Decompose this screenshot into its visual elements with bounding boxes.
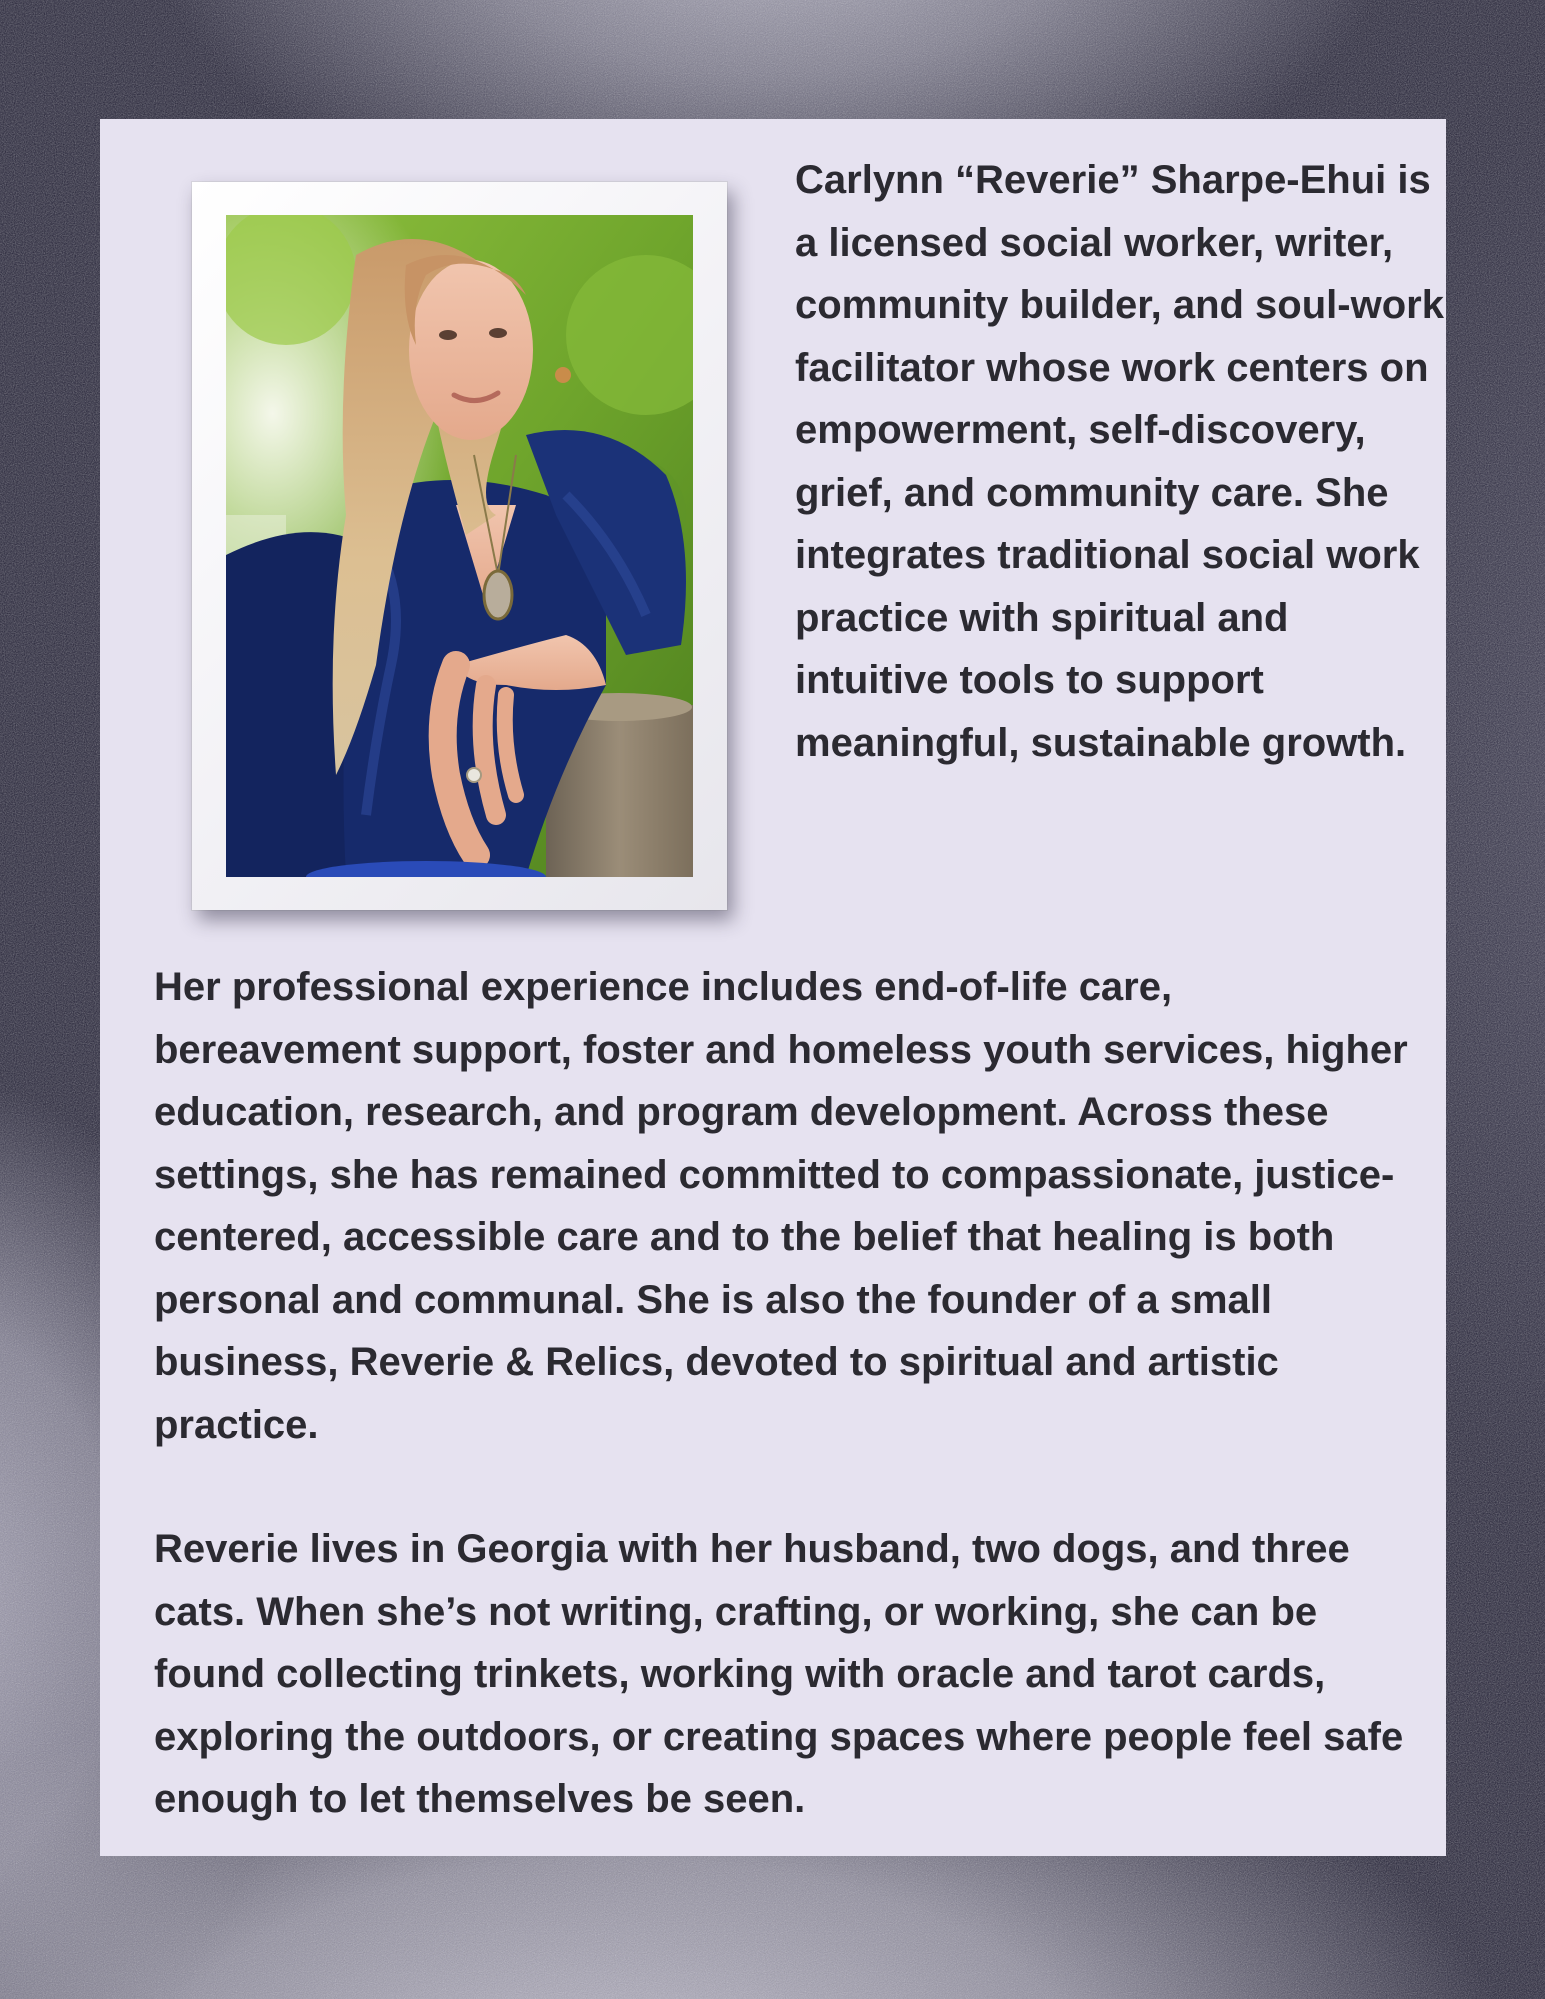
bio-intro-paragraph: Carlynn “Reverie” Sharpe-Ehui is a licensed social worker, writer, community builder, and soul-work facilitator whose work centers on empowerment, self-discovery, grief, and community care. She integrates traditional social work practice with spiritual and intuitive tools to support meaningful, sustainable growth.	[795, 158, 1444, 765]
bio-card	[100, 119, 1446, 1856]
photo-mat	[226, 215, 693, 877]
photo-frame	[192, 182, 727, 910]
bio-personal-paragraph: Reverie lives in Georgia with her husband, two dogs, and three cats. When she’s not writing, crafting, or working, she can be found collecting trinkets, working with oracle and tarot cards, exploring the outdoors, or creating spaces where people feel safe enough to let themselves be seen.	[154, 1527, 1404, 1821]
bio-experience-paragraph: Her professional experience includes end-of-life care, bereavement support, foster and homeless youth services, higher education, research, and program development. Across these settings, she has remained committed to compassionate, justice-centered, accessible care and to the belief that healing is both personal and communal. She is also the founder of a small business, Reverie & Relics, devoted to spiritual and artistic practice.	[154, 965, 1408, 1447]
portrait-photo	[226, 215, 693, 877]
